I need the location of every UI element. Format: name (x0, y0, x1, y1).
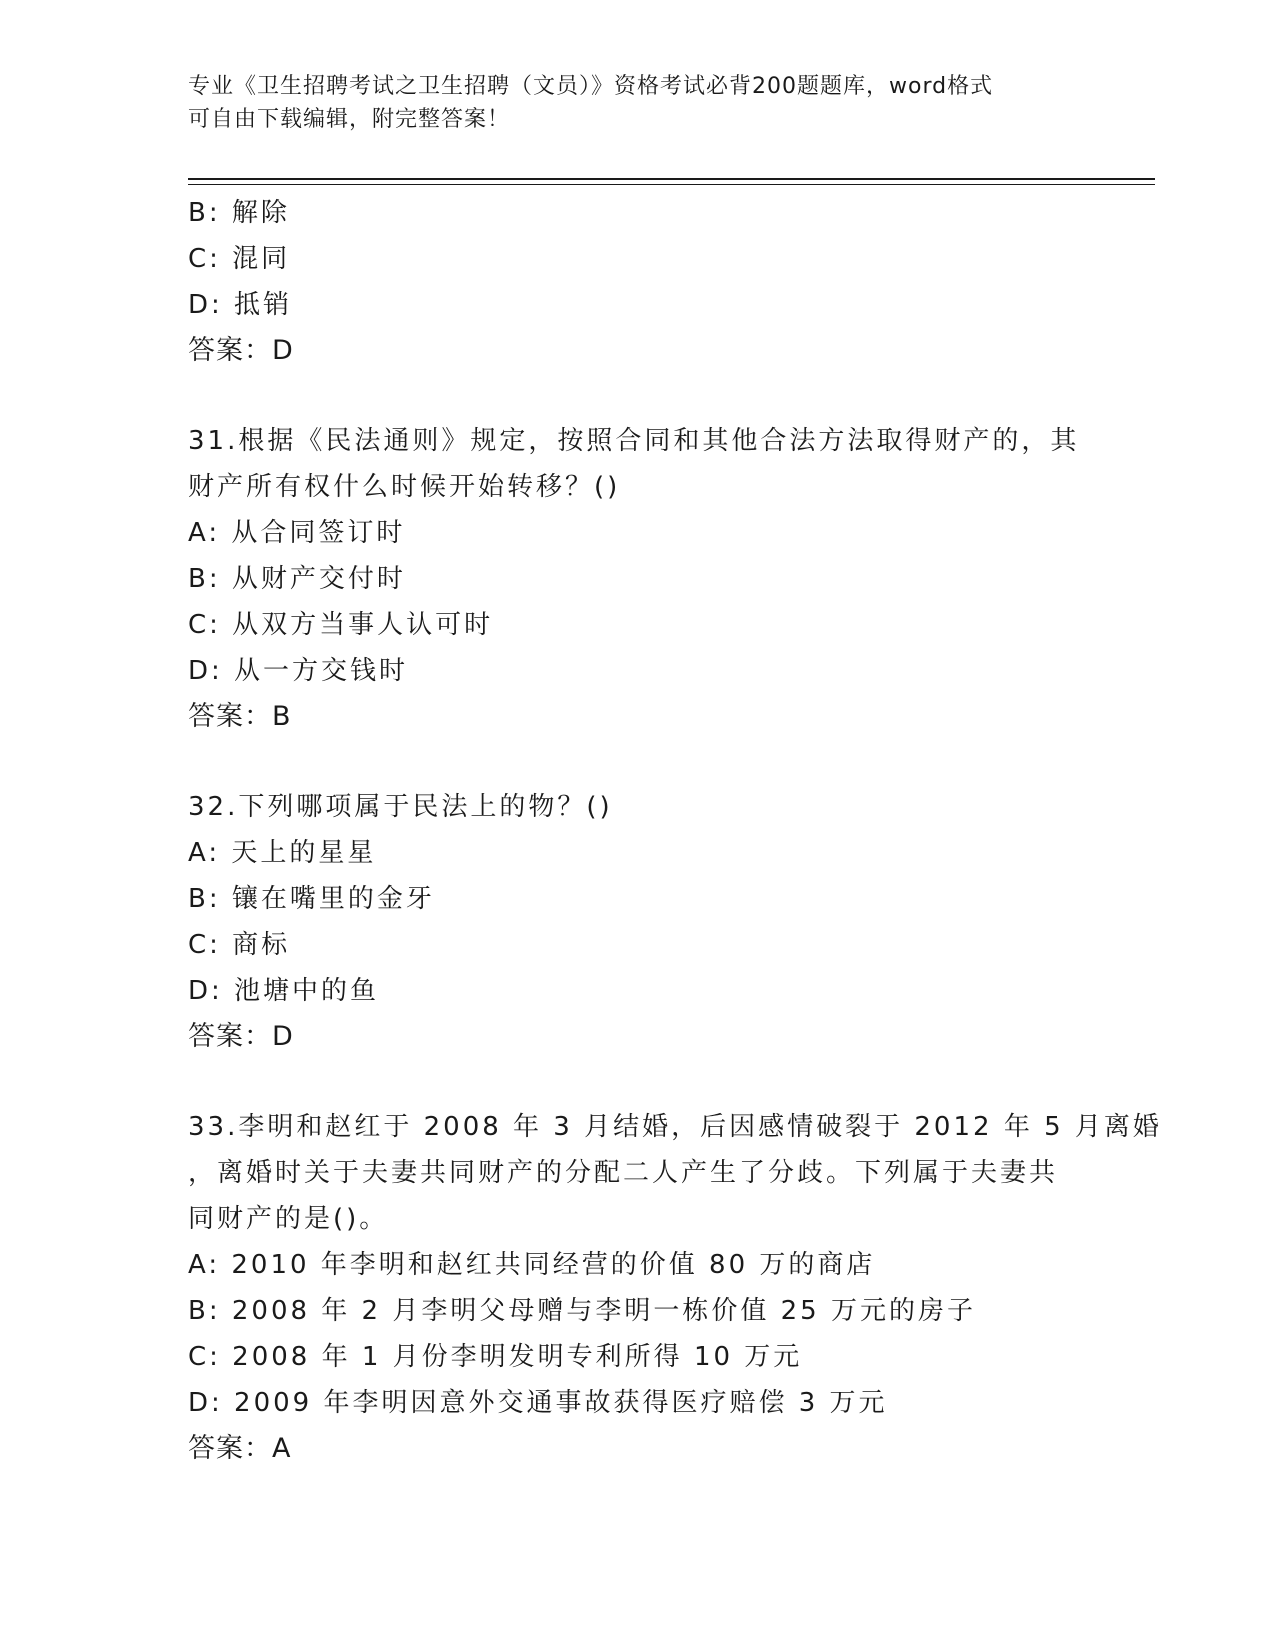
spacer (188, 1060, 1088, 1104)
option-b: B: 2008 年 2 月李明父母赠与李明一栋价值 25 万元的房子 (188, 1296, 976, 1326)
question-stem-line-1: 33.李明和赵红于 2008 年 3 月结婚，后因感情破裂于 2012 年 5 月离婚 (188, 1112, 1162, 1142)
spacer (188, 374, 1088, 418)
header-line-1: 专业《卫生招聘考试之卫生招聘（文员）》资格考试必背200题题库，word格式 (188, 74, 994, 99)
option-b: B: 从财产交付时 (188, 564, 406, 594)
option-c: C: 从双方当事人认可时 (188, 610, 494, 640)
question-32 (188, 784, 1088, 1060)
option-d: D: 池塘中的鱼 (188, 976, 380, 1006)
option-a: A: 2010 年李明和赵红共同经营的价值 80 万的商店 (188, 1250, 876, 1280)
question-33 (188, 1104, 1162, 1472)
option-b: B: 镶在嘴里的金牙 (188, 884, 435, 914)
answer: 答案：A (188, 1433, 292, 1464)
question-stem-line-2: ，离婚时关于夫妻共同财产的分配二人产生了分歧。下列属于夫妻共 (188, 1158, 1059, 1188)
document-header (188, 70, 1068, 136)
option-d: D: 抵销 (188, 290, 293, 320)
spacer (188, 740, 1088, 784)
header-line-2: 可自由下载编辑，附完整答案！ (188, 107, 511, 132)
option-c: C: 混同 (188, 244, 291, 274)
option-a: A: 从合同签订时 (188, 518, 406, 548)
question-stem-line-1: 32.下列哪项属于民法上的物？() (188, 792, 613, 822)
option-c: C: 商标 (188, 930, 291, 960)
answer: 答案：D (188, 1021, 294, 1052)
option-a: A: 天上的星星 (188, 838, 377, 868)
question-stem-line-1: 31.根据《民法通则》规定，按照合同和其他合法方法取得财产的，其 (188, 426, 1080, 456)
answer: 答案：D (188, 335, 294, 366)
question-stem-line-2: 财产所有权什么时候开始转移？() (188, 472, 621, 502)
question-31 (188, 418, 1088, 740)
answer: 答案：B (188, 701, 292, 732)
option-d: D: 2009 年李明因意外交通事故获得医疗赔偿 3 万元 (188, 1388, 888, 1418)
question-list (188, 190, 1162, 1472)
option-b: B: 解除 (188, 198, 290, 228)
header-rule-thick (188, 178, 1155, 180)
header-rule-thin (188, 184, 1155, 185)
option-c: C: 2008 年 1 月份李明发明专利所得 10 万元 (188, 1342, 803, 1372)
question-stem-line-3: 同财产的是()。 (188, 1204, 389, 1234)
option-d: D: 从一方交钱时 (188, 656, 409, 686)
question-30-tail (188, 190, 1088, 374)
